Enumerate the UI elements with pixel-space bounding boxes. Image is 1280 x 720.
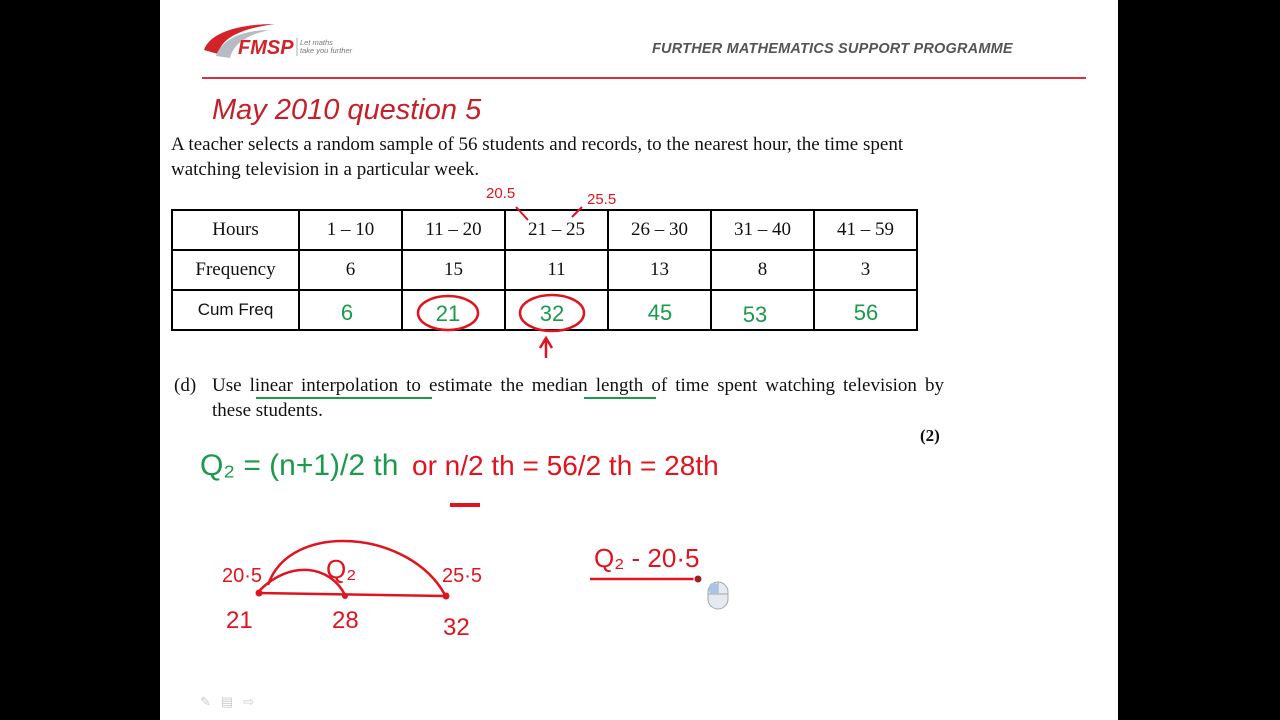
slide [160, 0, 1118, 720]
mouse-cursor-icon [708, 582, 728, 609]
table-cell: 13 [608, 250, 711, 290]
row-header: Frequency [172, 250, 299, 290]
table-cell: 1 – 10 [299, 210, 402, 250]
handwritten-annotations [160, 0, 1118, 720]
pen-toolbar[interactable] [200, 694, 264, 710]
table-cell: 8 [711, 250, 814, 290]
table-cell: 41 – 59 [814, 210, 917, 250]
menu-icon[interactable]: ▤ [220, 694, 234, 709]
part-text: Use linear interpolation to estimate the median length of time spent watching television by these students. [212, 375, 944, 421]
table-cell: 6 [299, 250, 402, 290]
cum-freq-value: 6 [340, 300, 354, 325]
table-cell: 26 – 30 [608, 210, 711, 250]
cum-freq-value: 56 [853, 300, 879, 325]
svg-text:FMSP: FMSP [238, 37, 294, 59]
diagram-label: 25·5 [442, 565, 483, 587]
table-cell: 21 – 25 [505, 210, 608, 250]
diagram-label: 32 [443, 614, 470, 641]
pen-icon[interactable]: ✎ [200, 694, 211, 709]
table-cell: 11 [505, 250, 608, 290]
row-header: Hours [172, 210, 299, 250]
cum-freq-value: 32 [539, 301, 565, 326]
cum-freq-value: 53 [742, 302, 768, 327]
diagram-label: Q₂ [326, 554, 357, 584]
lower-bound-note: 20.5 [486, 185, 516, 202]
svg-text:take you further: take you further [300, 46, 353, 55]
table-cell: 15 [402, 250, 505, 290]
table-cell: 3 [814, 250, 917, 290]
cum-freq-value: 21 [435, 301, 461, 326]
row-header: Cum Freq [172, 290, 299, 330]
fraction-numerator: Q₂ - 20·5 [594, 543, 700, 573]
median-formula: Q₂ = (n+1)/2 th [200, 449, 399, 482]
programme-name: FURTHER MATHEMATICS SUPPORT PROGRAMME [652, 41, 1013, 57]
question-intro: A teacher selects a random sample of 56 students and records, to the nearest hour, the time spent watching television in a particular week. [171, 134, 904, 180]
marks: (2) [920, 426, 940, 445]
arrow-icon [540, 338, 552, 358]
diagram-label: 20·5 [222, 565, 263, 587]
diagram-label: 21 [226, 607, 253, 634]
arrow-right-icon[interactable]: ⇨ [243, 694, 255, 709]
diagram-label: 28 [332, 607, 359, 634]
table-cell: 31 – 40 [711, 210, 814, 250]
slide-title: May 2010 question 5 [212, 94, 482, 126]
cum-freq-value: 45 [647, 300, 673, 325]
svg-text:Let maths: Let maths [300, 38, 333, 47]
part-label: (d) [174, 375, 197, 396]
median-calculation: or n/2 th = 56/2 th = 28th [412, 450, 719, 481]
table-cell: 11 – 20 [402, 210, 505, 250]
upper-bound-note: 25.5 [587, 191, 617, 208]
